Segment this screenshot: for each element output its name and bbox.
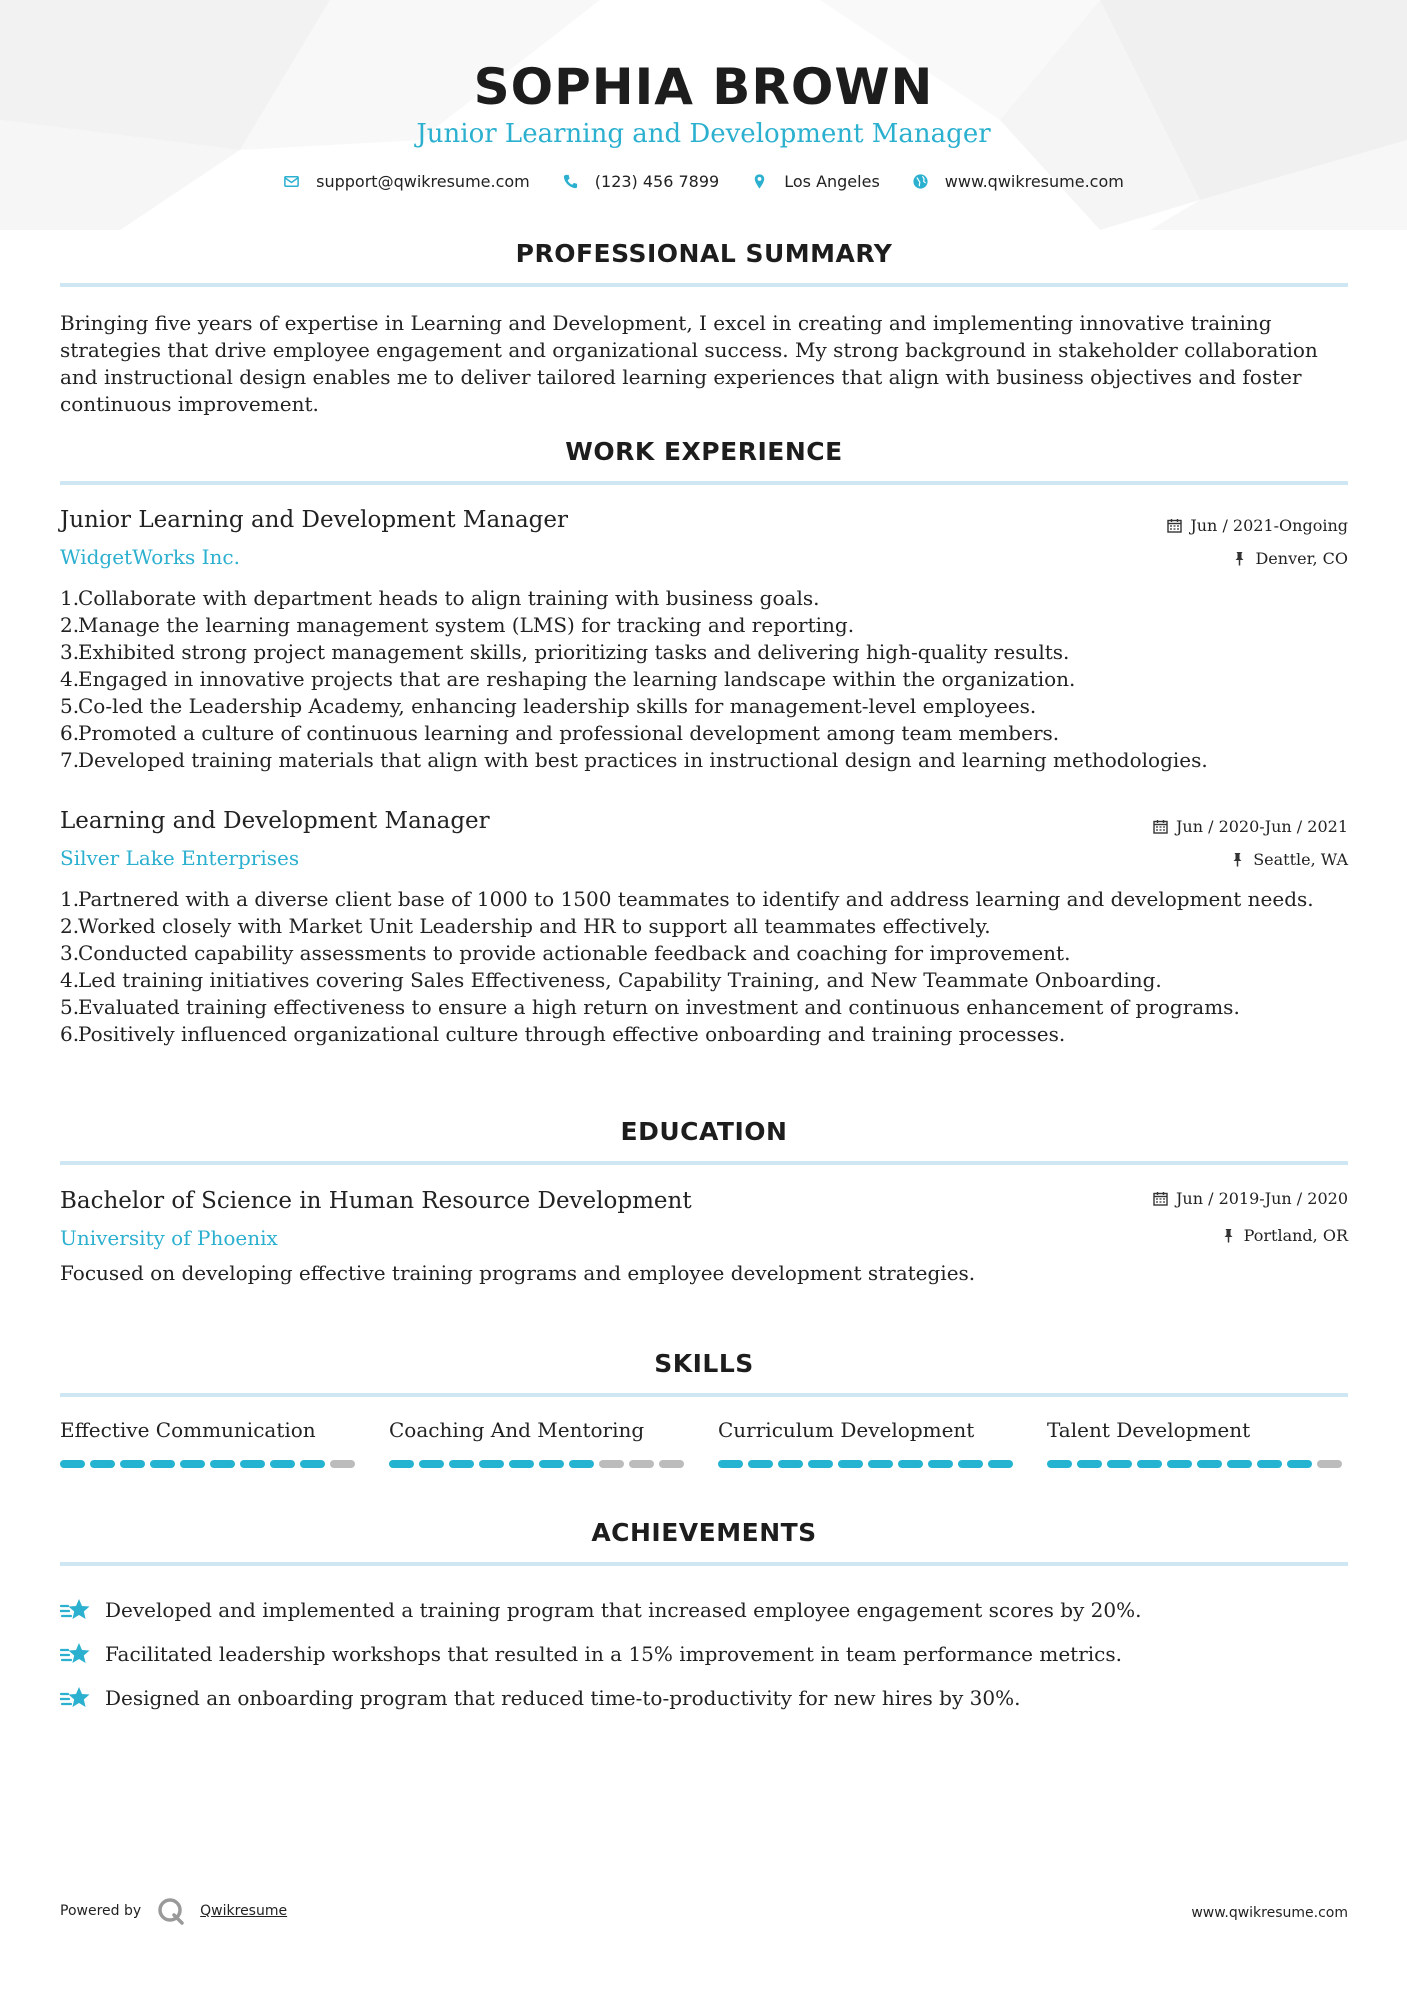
list-item: 4. Led training initiatives covering Sales Effectiveness, Capability Training, and New Teammate Onboarding. [60,968,1162,992]
skill-item [60,1418,360,1468]
contact-email-text: support@qwikresume.com [316,172,530,191]
skill-name: Curriculum Development [718,1418,975,1442]
skill-segment-filled [449,1460,474,1468]
skill-segment-filled [1227,1460,1252,1468]
contact-email[interactable] [283,172,530,191]
skill-segment-filled [539,1460,564,1468]
achievements-heading: ACHIEVEMENTS [591,1518,817,1547]
job-date-text: Jun / 2021-Ongoing [1190,516,1348,535]
duty-text: Collaborate with department heads to align training with business goals. [78,586,820,610]
skill-segment-filled [1257,1460,1282,1468]
list-item: 7. Developed training materials that align with best practices in instructional design and learning methodologies. [60,748,1208,772]
footer-brand-link[interactable]: Qwikresume [200,1903,288,1919]
skills-divider [60,1393,1348,1397]
summary-divider [60,283,1348,287]
powered-by-label: Powered by [60,1903,142,1919]
job-date-text: Jun / 2020-Jun / 2021 [1175,817,1348,836]
list-item [60,1588,1348,1632]
skill-segment-filled [389,1460,414,1468]
skill-segment-filled [1107,1460,1132,1468]
qwikresume-logo-icon [157,1897,185,1925]
list-item: 6. Positively influenced organizational culture through effective onboarding and training processes. [60,1022,1066,1046]
duty-text: Manage the learning management system (LMS) for tracking and reporting. [78,613,855,637]
skill-item [389,1418,689,1468]
skill-segment-filled [300,1460,325,1468]
list-item: 3. Conducted capability assessments to provide actionable feedback and coaching for improvement. [60,941,1071,965]
job-location-text: Seattle, WA [1253,850,1348,869]
skill-segment-filled [808,1460,833,1468]
skill-segment-filled [1287,1460,1312,1468]
skill-segment-filled [1137,1460,1162,1468]
summary-heading: PROFESSIONAL SUMMARY [515,239,893,268]
job-company: Silver Lake Enterprises [60,846,300,870]
job-location [1230,850,1348,869]
duty-text: Worked closely with Market Unit Leadership and HR to support all teammates effectively. [78,914,991,938]
list-item: 5. Co-led the Leadership Academy, enhancing leadership skills for management-level employees. [60,694,1037,718]
skill-segment-filled [1167,1460,1192,1468]
skill-segment-filled [988,1460,1013,1468]
calendar-icon [1167,518,1182,533]
skill-name: Effective Communication [60,1418,316,1442]
job-title: Learning and Development Manager [60,808,490,834]
skill-segment-filled [120,1460,145,1468]
contact-website[interactable] [912,172,1124,191]
list-item: 3. Exhibited strong project management skills, prioritizing tasks and delivering high-quality results. [60,640,1070,664]
education-school: University of Phoenix [60,1226,278,1250]
skills-heading: SKILLS [654,1349,754,1378]
pushpin-icon [1232,551,1247,566]
duty-text: Conducted capability assessments to provide actionable feedback and coaching for improvement. [78,941,1071,965]
skill-segment-empty [629,1460,654,1468]
skill-segment-filled [60,1460,85,1468]
job-duties-list [60,585,1348,774]
skill-level-bar [389,1460,689,1468]
education-divider [60,1161,1348,1165]
skill-segment-filled [928,1460,953,1468]
list-item [60,1632,1348,1676]
globe-icon [912,173,929,190]
list-item: 2. Worked closely with Market Unit Leadership and HR to support all teammates effectively. [60,914,991,938]
experience-heading: WORK EXPERIENCE [565,437,843,466]
skill-segment-empty [599,1460,624,1468]
summary-text: Bringing five years of expertise in Learning and Development, I excel in creating and implementing innovative training strategies that drive employee engagement and organizational success. My strong background in stakeholder collaboration and instructional design enables me to deliver tailored learning experiences that align with business objectives and foster continuous improvement. [60,311,1318,416]
skill-name: Talent Development [1047,1418,1251,1442]
list-item: 5. Evaluated training effectiveness to ensure a high return on investment and continuous enhancement of programs. [60,995,1240,1019]
job-date [1167,516,1348,535]
calendar-icon [1153,1191,1168,1206]
duty-text: Exhibited strong project management skills, prioritizing tasks and delivering high-quality results. [78,640,1070,664]
skill-segment-filled [1077,1460,1102,1468]
list-item: 1. Collaborate with department heads to align training with business goals. [60,586,820,610]
pushpin-icon [1221,1228,1236,1243]
achievements-list [60,1588,1348,1720]
skill-segment-filled [180,1460,205,1468]
job-duties-list [60,886,1348,1048]
list-item: 2. Manage the learning management system (LMS) for tracking and reporting. [60,613,855,637]
achievement-text: Facilitated leadership workshops that resulted in a 15% improvement in team performance metrics. [105,1642,1122,1666]
skill-segment-empty [330,1460,355,1468]
skill-name: Coaching And Mentoring [389,1418,645,1442]
contact-bar [0,172,1407,191]
phone-icon [562,173,579,190]
skill-segment-filled [838,1460,863,1468]
achievement-text: Developed and implemented a training program that increased employee engagement scores by 20%. [105,1598,1142,1622]
skill-segment-filled [778,1460,803,1468]
education-location [1221,1226,1348,1245]
skill-segment-filled [210,1460,235,1468]
education-description: Focused on developing effective training programs and employee development strategies. [60,1261,976,1285]
pushpin-icon [1230,852,1245,867]
duty-text: Evaluated training effectiveness to ensure a high return on investment and continuous enhancement of programs. [78,995,1240,1019]
skill-item [718,1418,1018,1468]
contact-location-text: Los Angeles [784,172,880,191]
skill-segment-filled [479,1460,504,1468]
footer-powered-by [60,1897,287,1925]
skill-segment-filled [868,1460,893,1468]
duty-text: Positively influenced organizational culture through effective onboarding and training processes. [78,1022,1066,1046]
skill-segment-filled [958,1460,983,1468]
achievements-divider [60,1562,1348,1566]
skill-segment-filled [419,1460,444,1468]
job-company: WidgetWorks Inc. [60,545,240,569]
skill-segment-filled [898,1460,923,1468]
contact-website-text: www.qwikresume.com [944,172,1124,191]
duty-text: Partnered with a diverse client base of 1000 to 1500 teammates to identify and address learning and development needs. [78,887,1314,911]
envelope-icon [283,173,300,190]
list-item: 4. Engaged in innovative projects that are reshaping the learning landscape within the organization. [60,667,1076,691]
skills-grid [60,1418,1348,1468]
candidate-title: Junior Learning and Development Manager [416,119,991,149]
contact-phone-text: (123) 456 7899 [594,172,720,191]
skill-segment-filled [569,1460,594,1468]
skill-segment-filled [1047,1460,1072,1468]
duty-text: Led training initiatives covering Sales Effectiveness, Capability Training, and New Teammate Onboarding. [78,968,1162,992]
education-degree: Bachelor of Science in Human Resource Development [60,1188,692,1214]
skill-segment-filled [240,1460,265,1468]
shooting-star-icon [60,1596,92,1624]
skill-level-bar [60,1460,360,1468]
education-heading: EDUCATION [620,1117,788,1146]
contact-phone[interactable] [562,172,719,191]
list-item: 1. Partnered with a diverse client base of 1000 to 1500 teammates to identify and address learning and development needs. [60,887,1314,911]
skill-level-bar [1047,1460,1347,1468]
calendar-icon [1153,819,1168,834]
candidate-name: SOPHIA BROWN [473,58,934,116]
skill-segment-filled [718,1460,743,1468]
duty-text: Co-led the Leadership Academy, enhancing leadership skills for management-level employees. [78,694,1037,718]
job-location [1232,549,1348,568]
skill-segment-filled [509,1460,534,1468]
job-date [1153,817,1348,836]
skill-segment-filled [270,1460,295,1468]
achievement-text: Designed an onboarding program that reduced time-to-productivity for new hires by 30%. [105,1686,1021,1710]
list-item: 6. Promoted a culture of continuous learning and professional development among team members. [60,721,1060,745]
skill-segment-filled [90,1460,115,1468]
duty-text: Developed training materials that align with best practices in instructional design and learning methodologies. [78,748,1208,772]
map-pin-icon [751,173,768,190]
footer-website-link[interactable]: www.qwikresume.com [1191,1905,1348,1921]
contact-location [751,172,880,191]
shooting-star-icon [60,1684,92,1712]
job-location-text: Denver, CO [1255,549,1348,568]
experience-divider [60,481,1348,485]
skill-segment-filled [1197,1460,1222,1468]
duty-text: Engaged in innovative projects that are reshaping the learning landscape within the organization. [78,667,1076,691]
list-item [60,1676,1348,1720]
education-location-text: Portland, OR [1243,1226,1348,1245]
skill-segment-empty [1317,1460,1342,1468]
job-title: Junior Learning and Development Manager [60,507,569,533]
skill-item [1047,1418,1347,1468]
skill-level-bar [718,1460,1018,1468]
skill-segment-filled [748,1460,773,1468]
education-date [1153,1189,1348,1208]
skill-segment-empty [659,1460,684,1468]
shooting-star-icon [60,1640,92,1668]
duty-text: Promoted a culture of continuous learning and professional development among team members. [78,721,1060,745]
skill-segment-filled [150,1460,175,1468]
education-date-text: Jun / 2019-Jun / 2020 [1175,1189,1348,1208]
